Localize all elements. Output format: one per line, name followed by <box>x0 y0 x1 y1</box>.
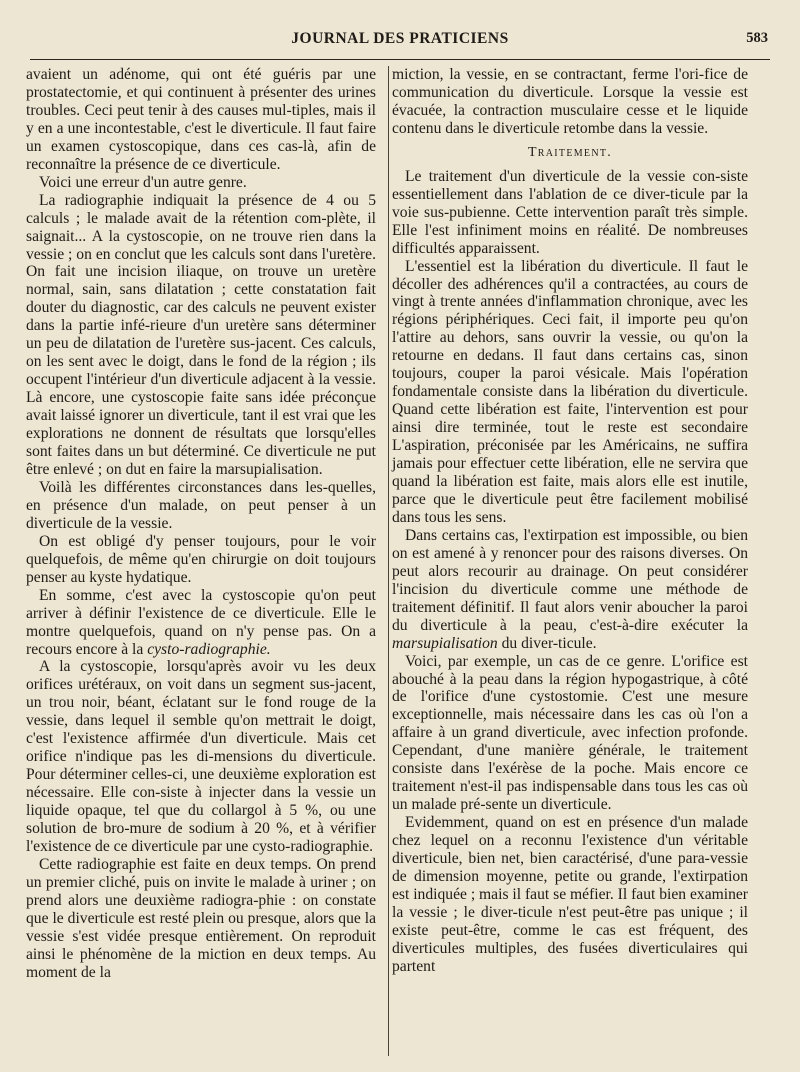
paragraph <box>26 587 376 659</box>
paragraph: On est obligé d'y penser toujours, pour le voir quelquefois, de même qu'en chirurgie on doit toujours penser au kyste hydatique. <box>26 532 376 586</box>
header-rule <box>30 59 770 60</box>
italic-term: cysto-radiographie. <box>147 640 271 658</box>
paragraph: Le traitement d'un diverticule de la vessie con-siste essentiellement dans l'ablation de ce diver-ticule par la voie sus-pubienne. Cette intervention paraît très simple. Elle l'est infiniment moins en réalité. De nombreuses difficultés apparaissent. <box>392 167 748 257</box>
paragraph: Evidemment, quand on est en présence d'un malade chez lequel on a reconnu l'existence d'un véritable diverticule, bien net, bien caractérisé, d'une para-vessie de dimension moyenne, petite ou grande, l'extirpation est indiquée ; mais il faut se méfier. Il faut bien examiner la vessie ; le diver-ticule n'est peut-être pas unique ; il existe peut-être, comme le cas est fréquent, des diverticules multiples, des fusées diverticulaires qui partent <box>392 814 748 975</box>
paragraph: La radiographie indiquait la présence de 4 ou 5 calculs ; le malade avait de la rétention com-plète, il saignait... A la cystoscopie, on ne trouve rien dans la vessie ; on en conclut que les calculs sont dans l'uretère. On fait une incision iliaque, on trouve un uretère normal, sain, sans dilatation ; cette constatation fait douter du diagnostic, car des calculs ne peuvent exister dans la partie infé-rieure d'un uretère sans déterminer un peu de dilatation de l'uretère sus-jacent. Ces calculs, on les sent avec le doigt, dans le fond de la région ; ils occupent l'intérieur d'un diverticule adjacent à la vessie. Là encore, une cystoscopie faite sans idée préconçue avait laissé ignorer un diverticule, tant il est vrai que les explorations ne donnent de résultats que lorsqu'elles sont faites dans un but déterminé. Ce diverticule ne put être enlevé ; on dut en faire la marsupialisation. <box>26 191 376 478</box>
column-divider <box>388 66 389 1056</box>
running-header <box>30 30 770 54</box>
right-column <box>392 66 748 976</box>
paragraph: A la cystoscopie, lorsqu'après avoir vu les deux orifices urétéraux, on voit dans un segment sus-jacent, un trou noir, béant, éclatant sur le fond rouge de la vessie, dans lequel il semble qu'on mettrait le doigt, c'est l'existence affirmée d'un diverticule. Mais cet orifice n'indique pas les di-mensions du diverticule. Pour déterminer celles-ci, une deuxième exploration est nécessaire. Elle con-siste à injecter dans la vessie un liquide opaque, tel que du collargol à 5 %, ou une solution de bro-mure de sodium à 20 %, et à vérifier l'existence de ce diverticule par une cysto-radiographie. <box>26 658 376 855</box>
section-heading: Traitement. <box>527 144 613 160</box>
paragraph: L'essentiel est la libération du diverticule. Il faut le décoller des adhérences qu'il a contractées, au cours de vingt à trente années d'inflammation chronique, avec les régions périphériques. Ceci fait, il importe peu qu'on l'attire au dehors, sans ouvrir la vessie, ou qu'on la retourne en dedans. Il faut dans certains cas, sinon toujours, couper la paroi vésicale. Mais l'opération fondamentale consiste dans la libération du diverticule. Quand cette libération est faite, l'intervention est pour ainsi dire terminée, tout le reste est secondaire L'aspiration, préconisée par les Américains, ne suffira jamais pour effectuer cette libération, elle ne servira que quand la libération est faite, mais alors elle est inutile, parce que le diverticule peut être facilement mobilisé dans tous les sens. <box>392 257 748 526</box>
paragraph: Voici une erreur d'un autre genre. <box>39 173 247 191</box>
paragraph: Voici, par exemple, un cas de ce genre. L'orifice est abouché à la peau dans la région hypogastrique, à côté de l'orifice d'une cystostomie. C'est une mesure exceptionnelle, mais nécessaire dans les cas où l'on a affaire à un grand diverticule, avec infection profonde. Cependant, d'une manière générale, le traitement consiste dans l'exérèse de la poche. Mais encore ce traitement n'est-il pas indispensable dans tous les cas où un malade pré-sente un diverticule. <box>392 652 748 814</box>
paragraph: Voilà les différentes circonstances dans les-quelles, en présence d'un malade, on peut penser à un diverticule de la vessie. <box>26 478 376 532</box>
italic-term: marsupialisation <box>392 634 498 652</box>
paragraph-text: du diver-ticule. <box>497 634 597 652</box>
paragraph: Cette radiographie est faite en deux temps. On prend un premier cliché, puis on invite le malade à uriner ; on prend alors une deuxième radiogra-phie : on constate que le diverticule est resté plein ou presque, alors que la vessie s'est vidée presque entièrement. On reproduit ainsi le phénomène de la miction en deux temps. Au moment de la <box>26 855 376 981</box>
page-number: 583 <box>746 30 768 46</box>
paragraph: miction, la vessie, en se contractant, ferme l'ori-fice de communication du diverticule. Lorsque la vessie est évacuée, la contraction musculaire cesse et le liquide contenu dans le diverticule retombe dans la vessie. <box>392 66 748 137</box>
paragraph-text: En somme, c'est avec la cystoscopie qu'on peut arriver à définir l'existence de ce diverticule. Elle le montre quelquefois, quand on n'y pense pas. On a recours encore à la <box>26 586 376 658</box>
paragraph <box>392 527 748 653</box>
paragraph-text: Dans certains cas, l'extirpation est impossible, ou bien on est amené à y renoncer pour des raisons diverses. On peut alors recourir au drainage. On peut considérer l'incision du diverticule comme une méthode de traitement définitif. Il faut alors venir aboucher la paroi du diverticule à la peau, c'est-à-dire exécuter la <box>392 526 748 634</box>
left-column <box>26 66 376 982</box>
journal-title: JOURNAL DES PRATICIENS <box>291 30 509 47</box>
paragraph: avaient un adénome, qui ont été guéris par une prostatectomie, et qui continuent à présenter des urines troubles. Ceci peut tenir à des causes mul-tiples, mais il y en a une incontestable, c'est le diverticule. Il faut faire un examen cystoscopique, dans ces cas-là, afin de reconnaître la présence de ce diverticule. <box>26 66 376 173</box>
